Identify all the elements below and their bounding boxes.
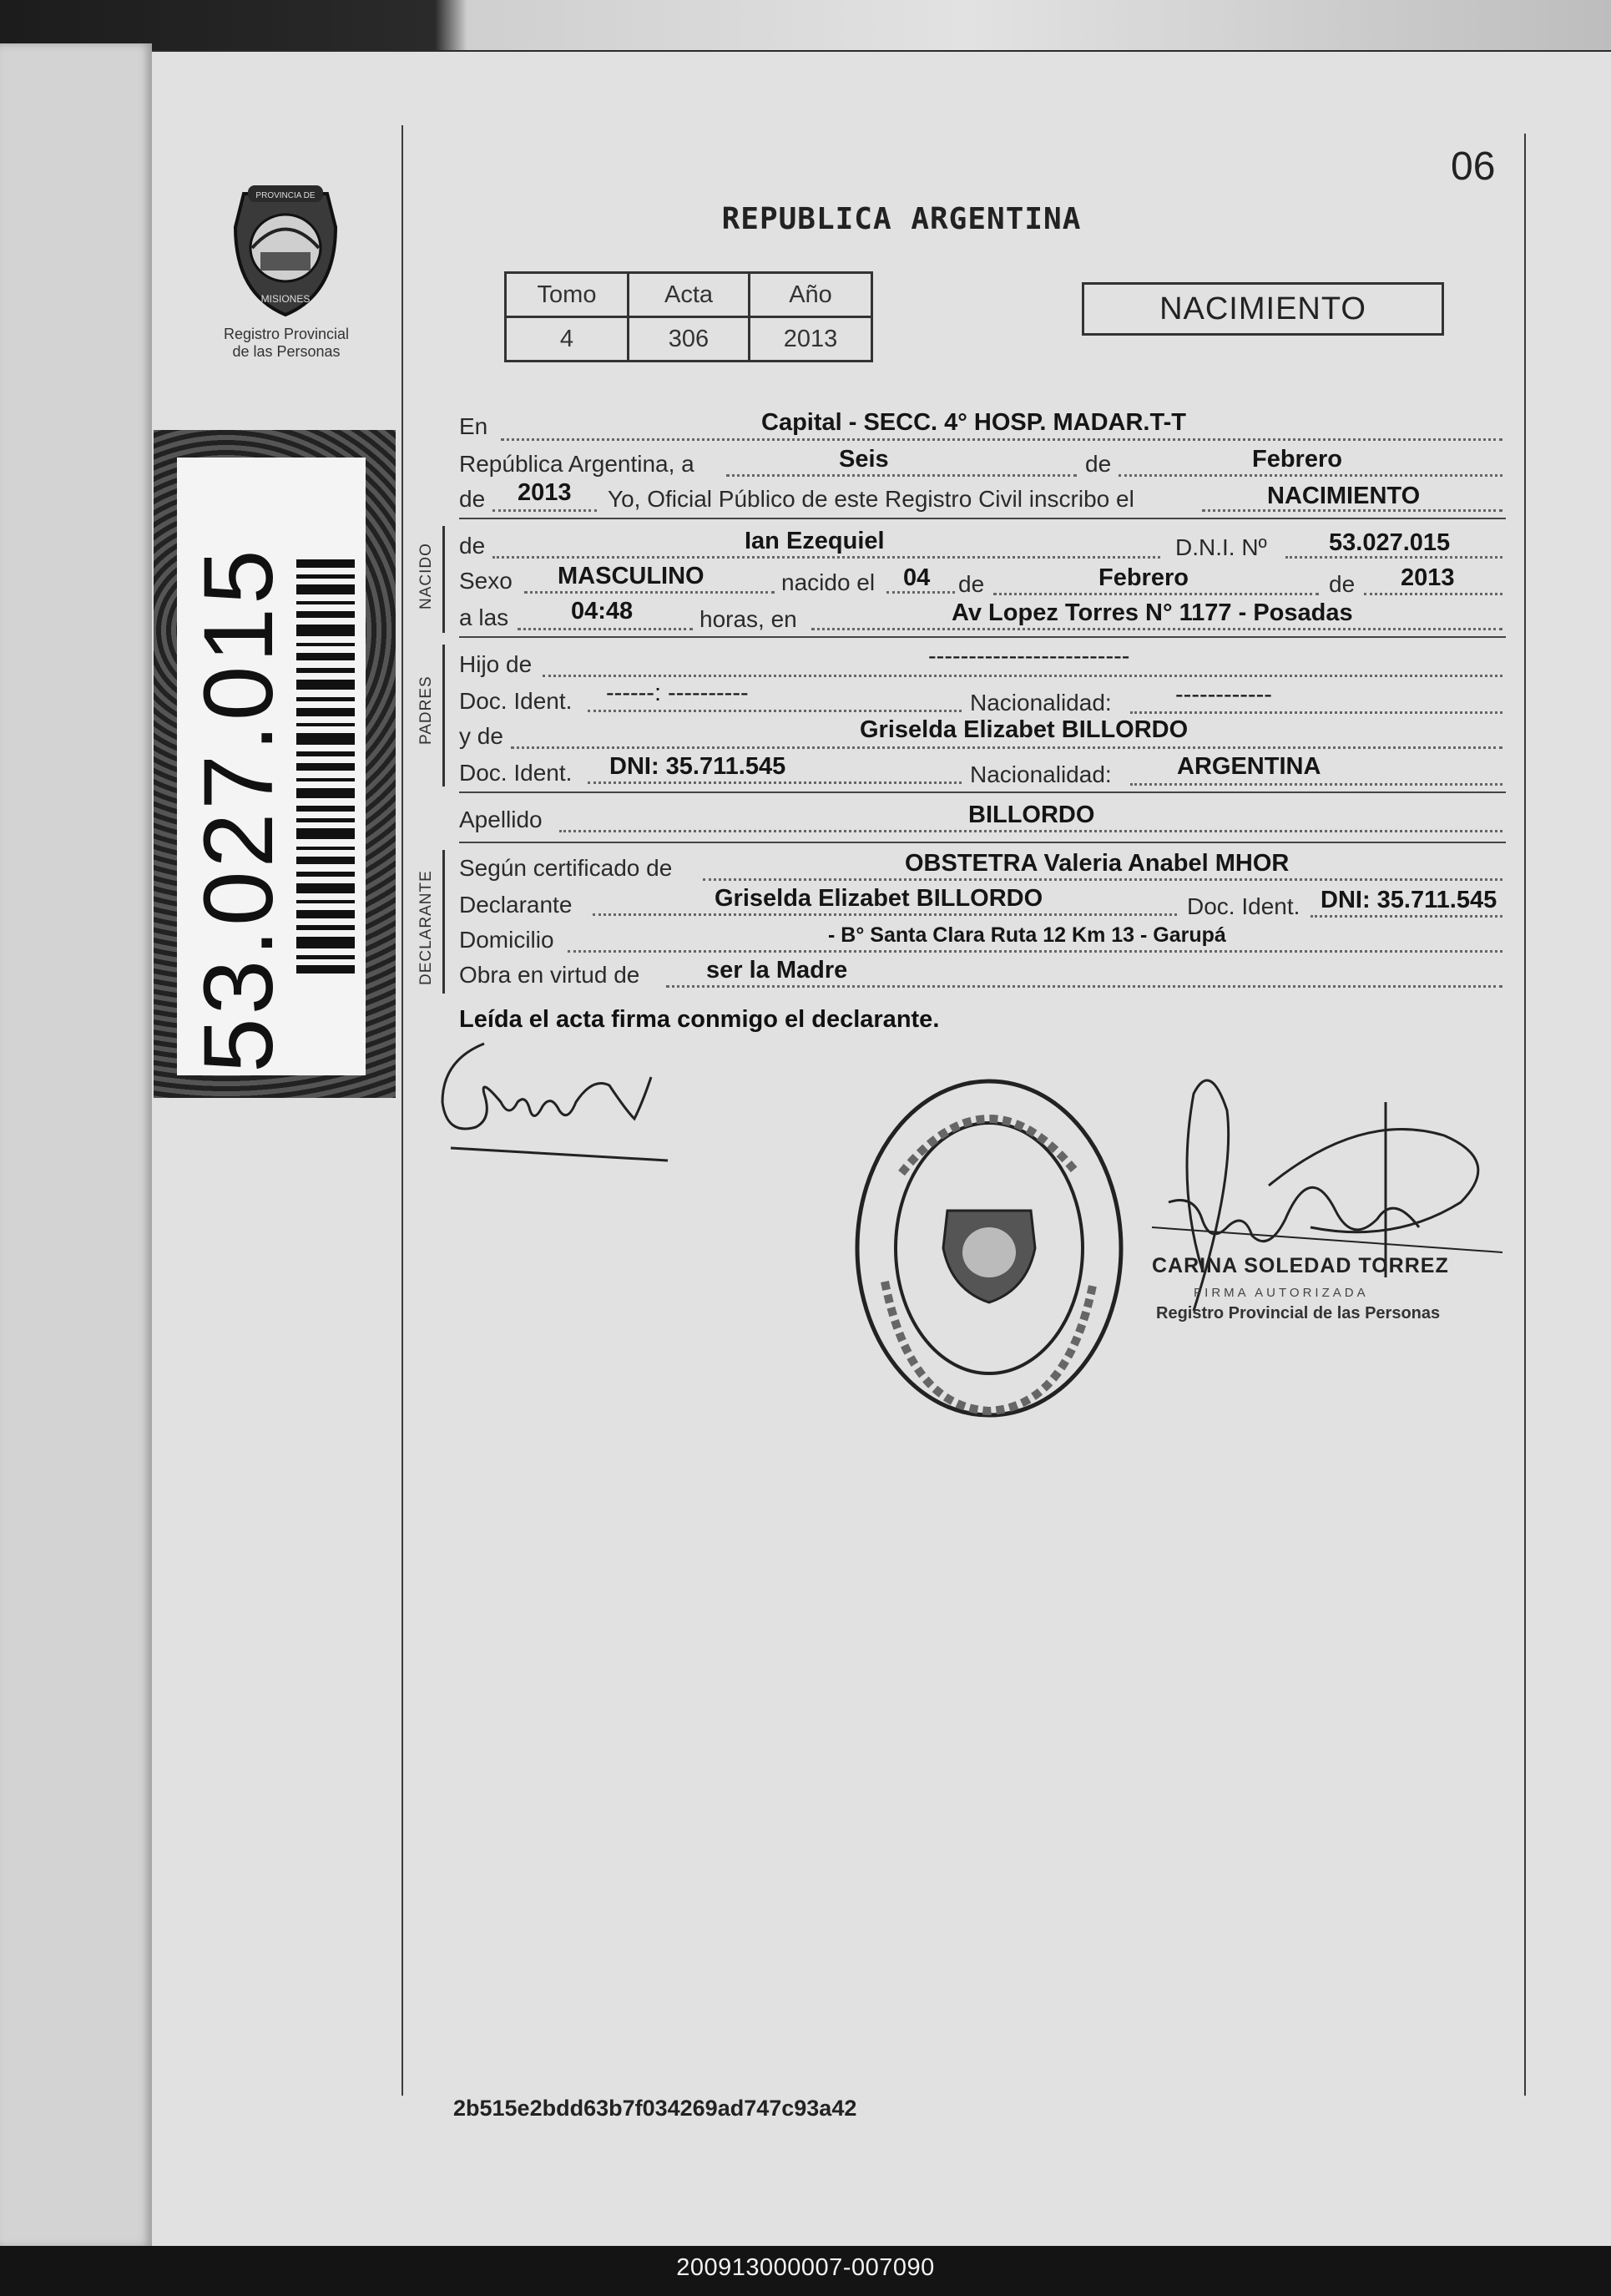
dotted-line — [492, 556, 1160, 559]
svg-text:MISIONES: MISIONES — [260, 293, 311, 305]
dotted-line — [501, 438, 1502, 441]
father-nationality: ------------ — [1175, 681, 1272, 708]
registry-value-anio: 2013 — [750, 317, 872, 362]
birth-year: 2013 — [1401, 564, 1455, 591]
dotted-line — [993, 593, 1319, 595]
declarant-address: - B° Santa Clara Ruta 12 Km 13 - Garupá — [828, 923, 1226, 947]
section-label-declarante: DECLARANTE — [417, 870, 435, 985]
declarante-label: Declarante — [459, 892, 573, 918]
dotted-line — [524, 591, 775, 594]
document-hash: 2b515e2bdd63b7f034269ad747c93a42 — [453, 2096, 857, 2121]
document-title: REPUBLICA ARGENTINA — [721, 202, 1082, 236]
seal-lettering: PROVINCIA DE — [255, 191, 316, 200]
child-name: Ian Ezequiel — [745, 528, 885, 554]
oficial-statement: Yo, Oficial Público de este Registro Civil inscribo el — [608, 486, 1134, 512]
nacionalidad-label: Nacionalidad: — [970, 761, 1112, 787]
father-name: ------------------------- — [928, 643, 1130, 670]
closing-statement: Leída el acta firma conmigo el declarante. — [459, 1006, 940, 1033]
horas-label: horas, en — [699, 606, 797, 632]
hijo-label: Hijo de — [459, 651, 533, 677]
official-institution: Registro Provincial de las Personas — [1156, 1304, 1441, 1322]
declarant-signature-icon — [434, 1027, 684, 1169]
registry-header-tomo: Tomo — [506, 273, 629, 317]
de-year2-label: de — [1329, 571, 1356, 597]
registry-caption — [199, 326, 374, 361]
section-label-nacido: NACIDO — [417, 543, 435, 609]
registry-table — [504, 271, 873, 362]
dotted-line — [559, 830, 1502, 832]
registry-caption-line2: de las Personas — [232, 343, 341, 360]
official-signature-icon — [1144, 1060, 1511, 1378]
obra-label: Obra en virtud de — [459, 962, 640, 988]
mother-nationality: ARGENTINA — [1177, 753, 1321, 780]
dotted-line — [1130, 711, 1502, 714]
registry-value-tomo: 4 — [506, 317, 629, 362]
nacido-label: nacido el — [781, 569, 876, 595]
domicilio-label: Domicilio — [459, 927, 554, 953]
child-dni: 53.027.015 — [1329, 529, 1451, 556]
dotted-line — [511, 746, 1502, 749]
birth-day: 04 — [903, 564, 931, 591]
section-rule — [459, 636, 1506, 638]
sticker-number: 53.027.015 — [184, 546, 294, 1073]
dotted-line — [1119, 474, 1502, 477]
section-label-padres: PADRES — [417, 675, 435, 745]
dotted-line — [518, 628, 693, 630]
dotted-line — [726, 474, 1077, 477]
place-of-registry: Capital - SECC. 4° HOSP. MADAR.T-T — [761, 409, 1186, 436]
left-facing-page — [0, 43, 152, 2248]
registry-value-acta: 306 — [629, 317, 750, 362]
de-name-label: de — [459, 533, 486, 559]
dotted-line — [703, 878, 1502, 881]
barcode-icon — [296, 559, 355, 977]
registry-caption-line1: Registro Provincial — [223, 326, 350, 342]
a-las-label: a las — [459, 604, 509, 630]
certifier: OBSTETRA Valeria Anabel MHOR — [905, 850, 1290, 877]
official-role: FIRMA AUTORIZADA — [1194, 1286, 1369, 1300]
de-month-label: de — [958, 571, 985, 597]
nacionalidad-label: Nacionalidad: — [970, 690, 1112, 716]
mother-name: Griselda Elizabet BILLORDO — [860, 716, 1189, 743]
declarant-name: Griselda Elizabet BILLORDO — [715, 885, 1043, 912]
dotted-line — [666, 985, 1502, 988]
de-label: de — [1085, 451, 1112, 477]
father-doc: ------: ---------- — [606, 680, 749, 706]
section-bar-nacido — [442, 526, 445, 633]
declarant-relation: ser la Madre — [706, 957, 848, 984]
segun-label: Según certificado de — [459, 855, 673, 881]
surname: BILLORDO — [968, 802, 1095, 828]
sexo-label: Sexo — [459, 568, 513, 594]
doc-ident-label: Doc. Ident. — [459, 760, 573, 786]
scan-top-edge — [0, 0, 1611, 50]
dotted-line — [811, 628, 1502, 630]
section-rule — [459, 791, 1506, 793]
child-sex: MASCULINO — [558, 563, 704, 589]
section-rule — [459, 518, 1506, 519]
page-number: 06 — [1451, 144, 1496, 189]
dni-label: D.N.I. Nº — [1175, 534, 1267, 560]
registry-year: 2013 — [518, 479, 572, 506]
right-margin-rule — [1524, 134, 1526, 2096]
mother-doc: DNI: 35.711.545 — [609, 753, 786, 780]
y-de-label: y de — [459, 723, 503, 749]
apellido-label: Apellido — [459, 807, 543, 832]
birth-place: Av Lopez Torres N° 1177 - Posadas — [952, 599, 1353, 626]
decl-doc-label: Doc. Ident. — [1187, 893, 1300, 919]
doc-ident-label: Doc. Ident. — [459, 688, 573, 714]
en-label: En — [459, 413, 488, 439]
dotted-line — [593, 913, 1177, 916]
declarant-doc: DNI: 35.711.545 — [1321, 887, 1497, 913]
registry-day: Seis — [839, 446, 889, 473]
birth-month: Febrero — [1098, 564, 1189, 591]
registry-month: Febrero — [1252, 446, 1342, 473]
dotted-line — [492, 509, 597, 512]
dotted-line — [588, 781, 962, 784]
official-name: CARINA SOLEDAD TORREZ — [1152, 1254, 1449, 1277]
province-seal-icon — [219, 177, 352, 319]
section-rule — [459, 842, 1506, 843]
left-margin-rule — [401, 125, 403, 2096]
section-bar-padres — [442, 645, 445, 786]
act-type-box: NACIMIENTO — [1082, 282, 1444, 336]
dotted-line — [1364, 593, 1502, 595]
de-year-label: de — [459, 486, 486, 512]
ministry-stamp-icon — [851, 1073, 1127, 1424]
dotted-line — [543, 675, 1502, 677]
registry-header-acta: Acta — [629, 273, 750, 317]
republica-label: República Argentina, a — [459, 451, 694, 477]
inscription-type: NACIMIENTO — [1267, 483, 1421, 509]
dotted-line — [1130, 783, 1502, 786]
registry-header-anio: Año — [750, 273, 872, 317]
scan-id: 200913000007-007090 — [676, 2254, 935, 2281]
birth-time: 04:48 — [571, 598, 634, 625]
dotted-line — [568, 950, 1502, 953]
dotted-line — [1311, 915, 1502, 918]
section-bar-declarante — [442, 850, 445, 994]
dotted-line — [588, 710, 962, 712]
